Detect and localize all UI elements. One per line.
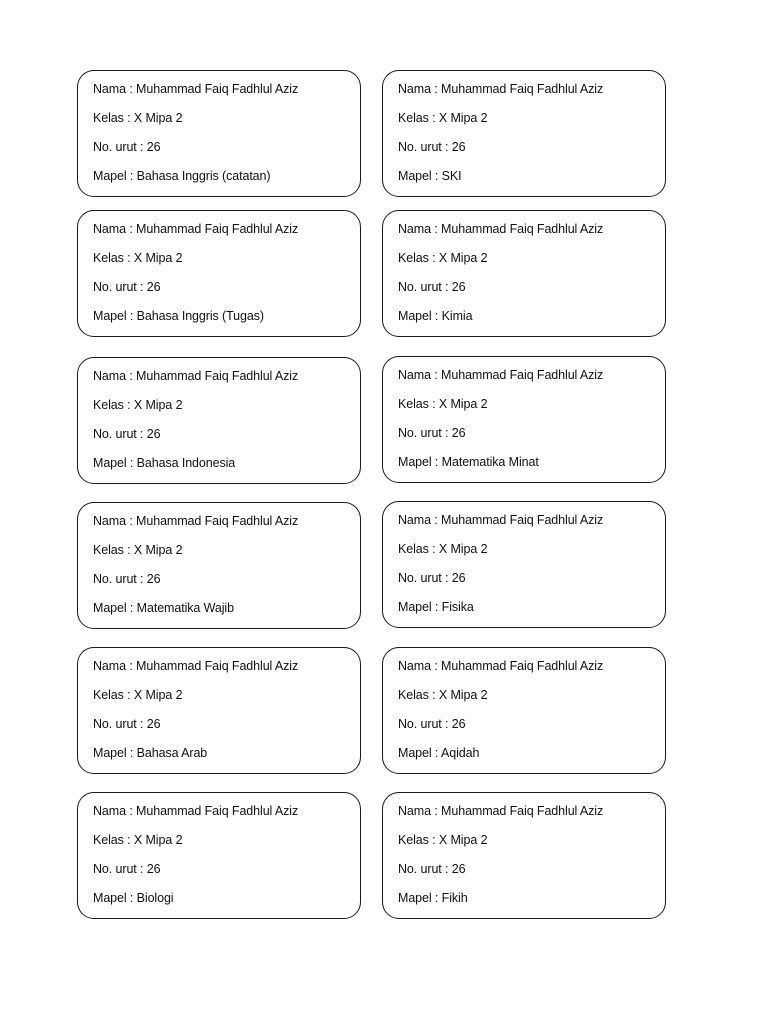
- kelas-text: Kelas : X Mipa 2: [398, 688, 488, 702]
- kelas-text: Kelas : X Mipa 2: [93, 111, 183, 125]
- mapel-text: Mapel : Fisika: [398, 600, 474, 614]
- name-label-card: [382, 501, 666, 628]
- no-urut-text: No. urut : 26: [398, 862, 466, 876]
- nama-text: Nama : Muhammad Faiq Fadhlul Aziz: [93, 82, 299, 96]
- mapel-text: Mapel : SKI: [398, 169, 462, 183]
- mapel-text: Mapel : Bahasa Indonesia: [93, 456, 236, 470]
- no-urut-text: No. urut : 26: [398, 280, 466, 294]
- no-urut-text: No. urut : 26: [398, 717, 466, 731]
- nama-text: Nama : Muhammad Faiq Fadhlul Aziz: [93, 659, 299, 673]
- kelas-text: Kelas : X Mipa 2: [398, 833, 488, 847]
- name-label-card: [382, 210, 666, 337]
- mapel-text: Mapel : Bahasa Inggris (Tugas): [93, 309, 264, 323]
- no-urut-text: No. urut : 26: [93, 717, 161, 731]
- nama-text: Nama : Muhammad Faiq Fadhlul Aziz: [398, 82, 604, 96]
- name-label-card: [77, 647, 361, 774]
- name-label-card: [77, 210, 361, 337]
- no-urut-text: No. urut : 26: [93, 280, 161, 294]
- kelas-text: Kelas : X Mipa 2: [398, 111, 488, 125]
- kelas-text: Kelas : X Mipa 2: [398, 397, 488, 411]
- no-urut-text: No. urut : 26: [93, 862, 161, 876]
- mapel-text: Mapel : Matematika Minat: [398, 455, 539, 469]
- nama-text: Nama : Muhammad Faiq Fadhlul Aziz: [93, 514, 299, 528]
- kelas-text: Kelas : X Mipa 2: [93, 251, 183, 265]
- name-label-card: [382, 647, 666, 774]
- nama-text: Nama : Muhammad Faiq Fadhlul Aziz: [398, 222, 604, 236]
- nama-text: Nama : Muhammad Faiq Fadhlul Aziz: [398, 368, 604, 382]
- name-label-card: [382, 792, 666, 919]
- nama-text: Nama : Muhammad Faiq Fadhlul Aziz: [93, 222, 299, 236]
- nama-text: Nama : Muhammad Faiq Fadhlul Aziz: [398, 659, 604, 673]
- no-urut-text: No. urut : 26: [398, 426, 466, 440]
- name-label-card: [77, 357, 361, 484]
- no-urut-text: No. urut : 26: [93, 427, 161, 441]
- mapel-text: Mapel : Bahasa Inggris (catatan): [93, 169, 271, 183]
- kelas-text: Kelas : X Mipa 2: [93, 398, 183, 412]
- nama-text: Nama : Muhammad Faiq Fadhlul Aziz: [398, 513, 604, 527]
- nama-text: Nama : Muhammad Faiq Fadhlul Aziz: [93, 369, 299, 383]
- mapel-text: Mapel : Matematika Wajib: [93, 601, 234, 615]
- kelas-text: Kelas : X Mipa 2: [93, 833, 183, 847]
- mapel-text: Mapel : Biologi: [93, 891, 174, 905]
- no-urut-text: No. urut : 26: [93, 140, 161, 154]
- kelas-text: Kelas : X Mipa 2: [93, 543, 183, 557]
- no-urut-text: No. urut : 26: [93, 572, 161, 586]
- mapel-text: Mapel : Fikih: [398, 891, 468, 905]
- name-label-card: [77, 70, 361, 197]
- mapel-text: Mapel : Kimia: [398, 309, 473, 323]
- kelas-text: Kelas : X Mipa 2: [398, 542, 488, 556]
- no-urut-text: No. urut : 26: [398, 571, 466, 585]
- mapel-text: Mapel : Aqidah: [398, 746, 480, 760]
- mapel-text: Mapel : Bahasa Arab: [93, 746, 208, 760]
- name-label-card: [382, 70, 666, 197]
- nama-text: Nama : Muhammad Faiq Fadhlul Aziz: [93, 804, 299, 818]
- nama-text: Nama : Muhammad Faiq Fadhlul Aziz: [398, 804, 604, 818]
- name-label-card: [77, 502, 361, 629]
- kelas-text: Kelas : X Mipa 2: [93, 688, 183, 702]
- name-label-card: [382, 356, 666, 483]
- kelas-text: Kelas : X Mipa 2: [398, 251, 488, 265]
- no-urut-text: No. urut : 26: [398, 140, 466, 154]
- name-label-card: [77, 792, 361, 919]
